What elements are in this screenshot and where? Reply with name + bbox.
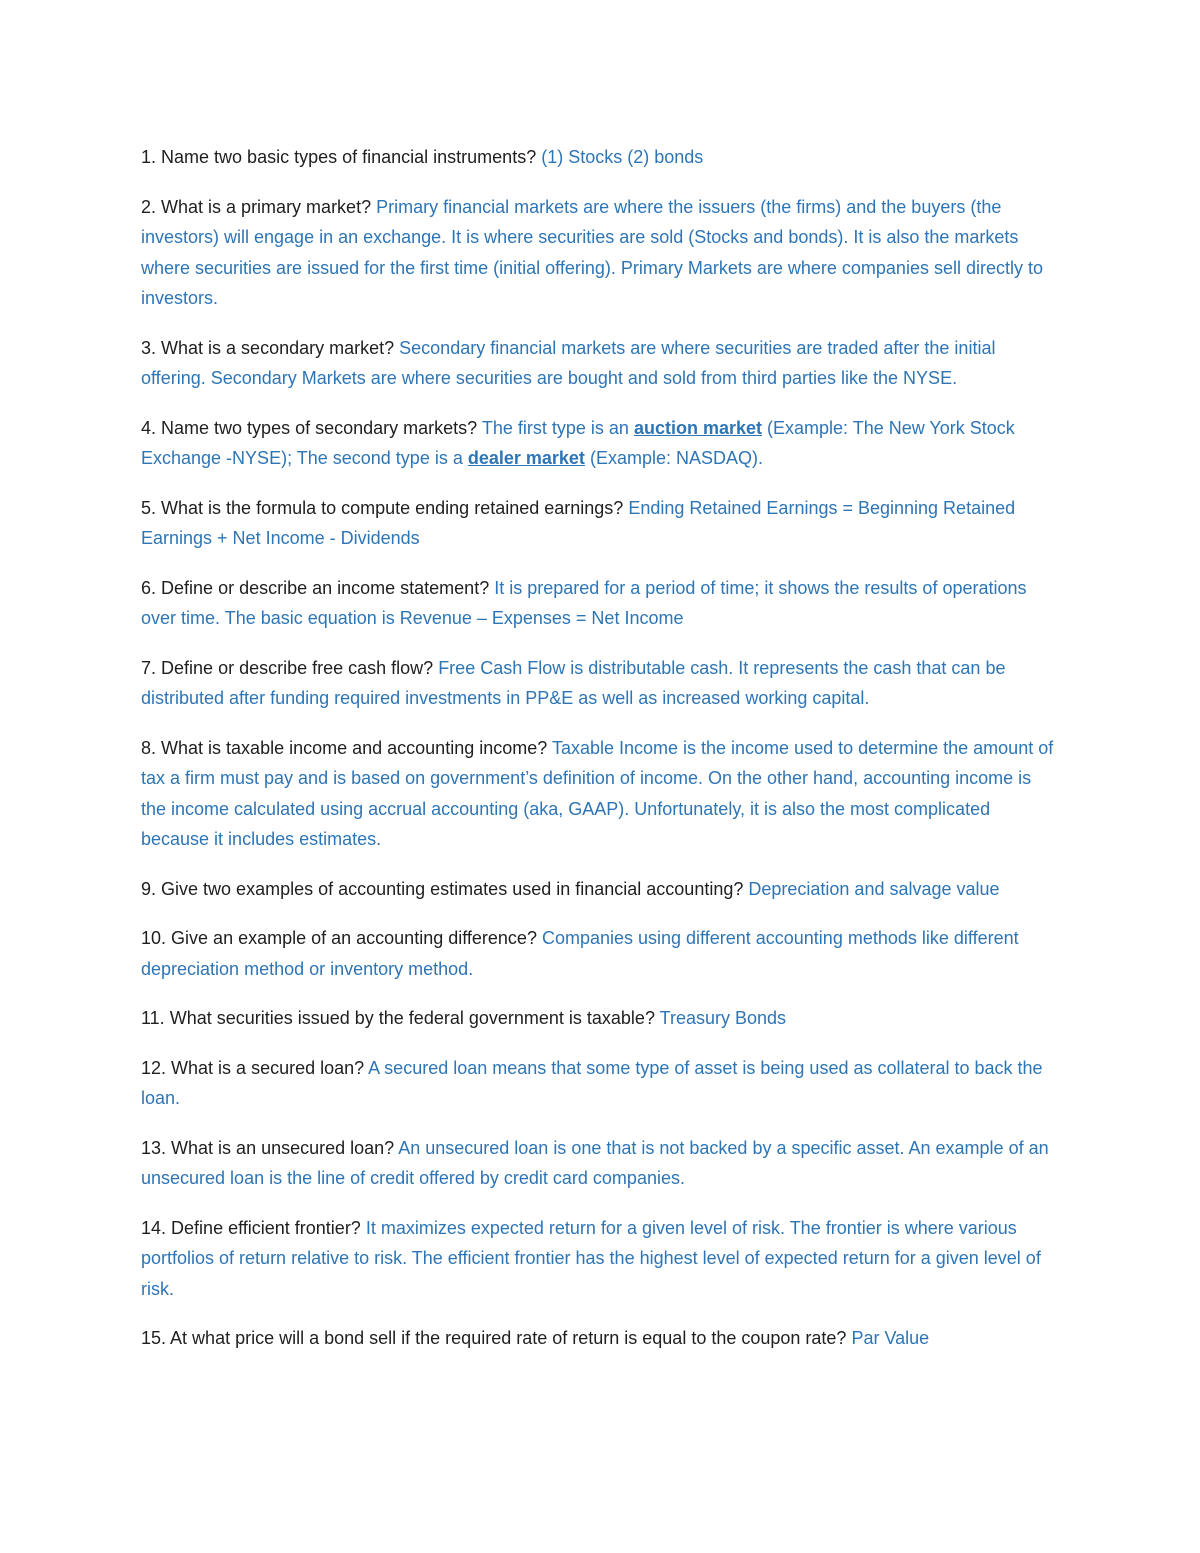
answer-text: Par Value — [851, 1328, 930, 1348]
question-text: What is an unsecured loan? — [171, 1137, 395, 1158]
question-text: Define or describe an income statement? — [161, 577, 490, 598]
qa-list — [141, 142, 1056, 1373]
question-text: Name two types of secondary markets? — [161, 417, 478, 438]
item-number: 5. — [141, 497, 157, 518]
answer-text: Primary financial markets are where the issuers (the firms) and the buyers (the investors) will engage in an exchange. It is where securities are sold (Stocks and bonds). It is also the markets where securities are issued for the first time (initial offering). Primary Markets are where companies sell directly to investors. — [141, 196, 1043, 308]
qa-item-5 — [141, 493, 1056, 554]
item-number: 10. — [141, 928, 167, 948]
keyword-dealer-market: dealer market — [467, 448, 585, 468]
question-text: What is a secured loan? — [171, 1057, 365, 1078]
item-number: 13. — [141, 1137, 167, 1158]
question-text: Give two examples of accounting estimates used in financial accounting? — [161, 878, 744, 899]
question-text: What is the formula to compute ending retained earnings? — [161, 497, 624, 518]
item-number: 14. — [141, 1217, 167, 1238]
qa-item-2 — [141, 192, 1056, 314]
answer-text: It maximizes expected return for a given level of risk. The frontier is where various portfolios of return relative to risk. The efficient frontier has the highest level of expected return for a given level of risk. — [141, 1217, 1041, 1299]
qa-item-11 — [141, 1003, 1056, 1034]
answer-text: Companies using different accounting methods like different depreciation method or inventory method. — [141, 928, 1019, 979]
qa-item-3 — [141, 333, 1056, 394]
qa-item-10 — [141, 923, 1056, 984]
answer-text: (1) Stocks (2) bonds — [541, 147, 704, 167]
item-number: 6. — [141, 577, 157, 598]
item-number: 12. — [141, 1057, 167, 1078]
qa-item-1 — [141, 142, 1056, 173]
item-number: 2. — [141, 196, 157, 217]
answer-text: A secured loan means that some type of asset is being used as collateral to back the loan. — [141, 1057, 1043, 1108]
qa-item-14 — [141, 1213, 1056, 1305]
question-text: What is a primary market? — [161, 196, 372, 217]
answer-text: Taxable Income is the income used to determine the amount of tax a firm must pay and is based on government’s definition of income. On the other hand, accounting income is the income calculated using accrual accounting (aka, GAAP). Unfortunately, it is also the most complicated because it includes estimates. — [141, 737, 1054, 849]
question-text: Define efficient frontier? — [171, 1217, 361, 1238]
answer-text-part-1: The first type is an — [481, 417, 629, 438]
item-number: 9. — [141, 878, 157, 899]
qa-item-4 — [141, 413, 1056, 474]
answer-text-part-2: (Example: The New York Stock Exchange -NYSE); The second type is a — [141, 417, 1015, 468]
qa-item-8 — [141, 733, 1056, 855]
qa-item-12 — [141, 1053, 1056, 1114]
answer-text-part-3: (Example: NASDAQ). — [589, 448, 763, 468]
qa-item-9 — [141, 874, 1056, 905]
keyword-auction-market: auction market — [633, 417, 762, 438]
answer-text: Free Cash Flow is distributable cash. It represents the cash that can be distributed after funding required investments in PP&E as well as increased working capital. — [141, 657, 1006, 708]
item-number: 8. — [141, 737, 157, 758]
question-text: What is a secondary market? — [161, 337, 395, 358]
item-number: 4. — [141, 417, 157, 438]
qa-item-7 — [141, 653, 1056, 714]
answer-text: It is prepared for a period of time; it shows the results of operations over time. The basic equation is Revenue – Expenses = Net Income — [141, 577, 1027, 628]
item-number: 7. — [141, 657, 157, 678]
item-number: 11. — [141, 1008, 165, 1028]
qa-item-13 — [141, 1133, 1056, 1194]
answer-text: Secondary financial markets are where securities are traded after the initial offering. Secondary Markets are where securities are bought and sold from third parties like the NYSE. — [141, 337, 996, 388]
answer-text: An unsecured loan is one that is not backed by a specific asset. An example of an unsecured loan is the line of credit offered by credit card companies. — [141, 1137, 1049, 1188]
qa-item-6 — [141, 573, 1056, 634]
question-text: Name two basic types of financial instruments? — [161, 147, 537, 167]
answer-text: Treasury Bonds — [659, 1008, 787, 1028]
question-text: What securities issued by the federal government is taxable? — [169, 1008, 655, 1028]
item-number: 3. — [141, 337, 157, 358]
question-text: Define or describe free cash flow? — [161, 657, 434, 678]
question-text: What is taxable income and accounting income? — [161, 737, 548, 758]
item-number: 15. — [141, 1328, 167, 1348]
answer-text: Ending Retained Earnings = Beginning Retained Earnings + Net Income - Dividends — [141, 497, 1016, 548]
answer-text: Depreciation and salvage value — [748, 878, 1000, 899]
question-text: At what price will a bond sell if the required rate of return is equal to the coupon rate? — [170, 1328, 847, 1348]
item-number: 1. — [141, 147, 157, 167]
qa-item-15 — [141, 1323, 1056, 1354]
question-text: Give an example of an accounting difference? — [171, 928, 537, 948]
